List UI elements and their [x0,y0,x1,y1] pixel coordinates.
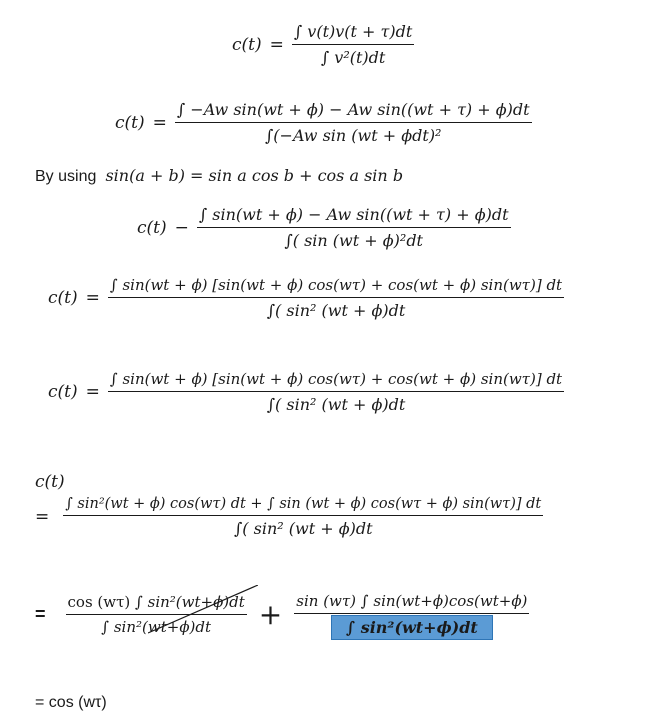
eq6-denominator: ∫( sin² (wt + ϕ)dt [233,519,373,538]
equation-6-lhs [35,472,73,492]
eq7-right-den-wrap [329,614,495,637]
eq7-right-fraction [294,592,529,637]
eq1-numerator: ∫ v(t)v(t + τ)dt [293,22,413,41]
eq6-sign: = [35,507,50,527]
strike-line [148,585,258,635]
eq7-plus: + [258,598,283,631]
eq7-left-num-prefix: cos (wτ) ∫ [67,593,143,611]
equation-4 [48,276,564,320]
eq5-lhs: c(t) [48,382,78,402]
eq3-fraction [197,205,511,250]
eq6-lhs: c(t) [35,472,65,492]
eq2-numerator: ∫ −Aw sin(wt + ϕ) − Aw sin((wt + τ) + ϕ)dt [176,100,530,119]
eq6-numerator: ∫ sin²(wt + ϕ) cos(wτ) dt + ∫ sin (wt + ϕ) cos(wτ + ϕ) sin(wτ)] dt [65,496,542,512]
eq4-numerator: ∫ sin(wt + ϕ) [sin(wt + ϕ) cos(wτ) + cos(wt + ϕ) sin(wτ)] dt [109,276,563,294]
eq6-fraction [63,496,543,538]
identity-prefix: By using [35,168,97,185]
equation-7 [35,592,529,637]
result-line: = cos (wτ) [35,694,107,711]
eq3-denominator: ∫( sin (wt + ϕ)²dt [284,231,423,250]
eq3-numerator: ∫ sin(wt + ϕ) − Aw sin((wt + τ) + ϕ)dt [198,205,509,224]
eq3-lhs: c(t) [137,217,167,238]
identity-formula: sin(a + b) = sin a cos b + cos a sin b [105,166,404,185]
eq5-sign: = [85,382,100,402]
eq2-denominator: ∫(−Aw sin (wt + ϕdt)² [264,126,442,145]
eq2-lhs: c(t) [115,112,145,133]
eq7-sign: = [35,604,46,624]
eq7-right-numerator: sin (wτ) ∫ sin(wt+ϕ)cos(wt+ϕ) [296,592,528,610]
eq5-denominator: ∫( sin² (wt + ϕ)dt [266,395,406,414]
eq1-lhs: c(t) [232,34,262,55]
eq7-struck-text: sin²(wt+ϕ)dt [147,593,245,611]
eq2-fraction [175,100,532,145]
eq4-sign: = [85,288,100,308]
eq7-struck-term [148,593,245,611]
eq5-fraction [108,370,564,414]
eq7-left-numerator [66,593,247,614]
eq1-fraction [292,22,414,67]
eq4-lhs: c(t) [48,288,78,308]
eq7-left-denominator: ∫ sin²(wt+ϕ)dt [101,618,212,636]
equation-2 [115,100,532,145]
eq7-right-denominator-highlight: ∫ sin²(wt+ϕ)dt [331,615,493,640]
equation-3 [137,205,511,250]
equation-6 [35,496,543,538]
eq5-numerator: ∫ sin(wt + ϕ) [sin(wt + ϕ) cos(wτ) + cos(wt + ϕ) sin(wτ)] dt [109,370,563,388]
eq4-denominator: ∫( sin² (wt + ϕ)dt [266,301,406,320]
eq1-sign: = [269,34,284,55]
eq1-denominator: ∫ v²(t)dt [320,48,386,67]
identity-line [35,166,403,186]
eq7-left-fraction [66,593,247,636]
eq4-fraction [108,276,564,320]
eq2-sign: = [152,112,167,133]
eq3-sign: − [174,217,189,238]
equation-1 [232,22,414,67]
equation-5 [48,370,564,414]
